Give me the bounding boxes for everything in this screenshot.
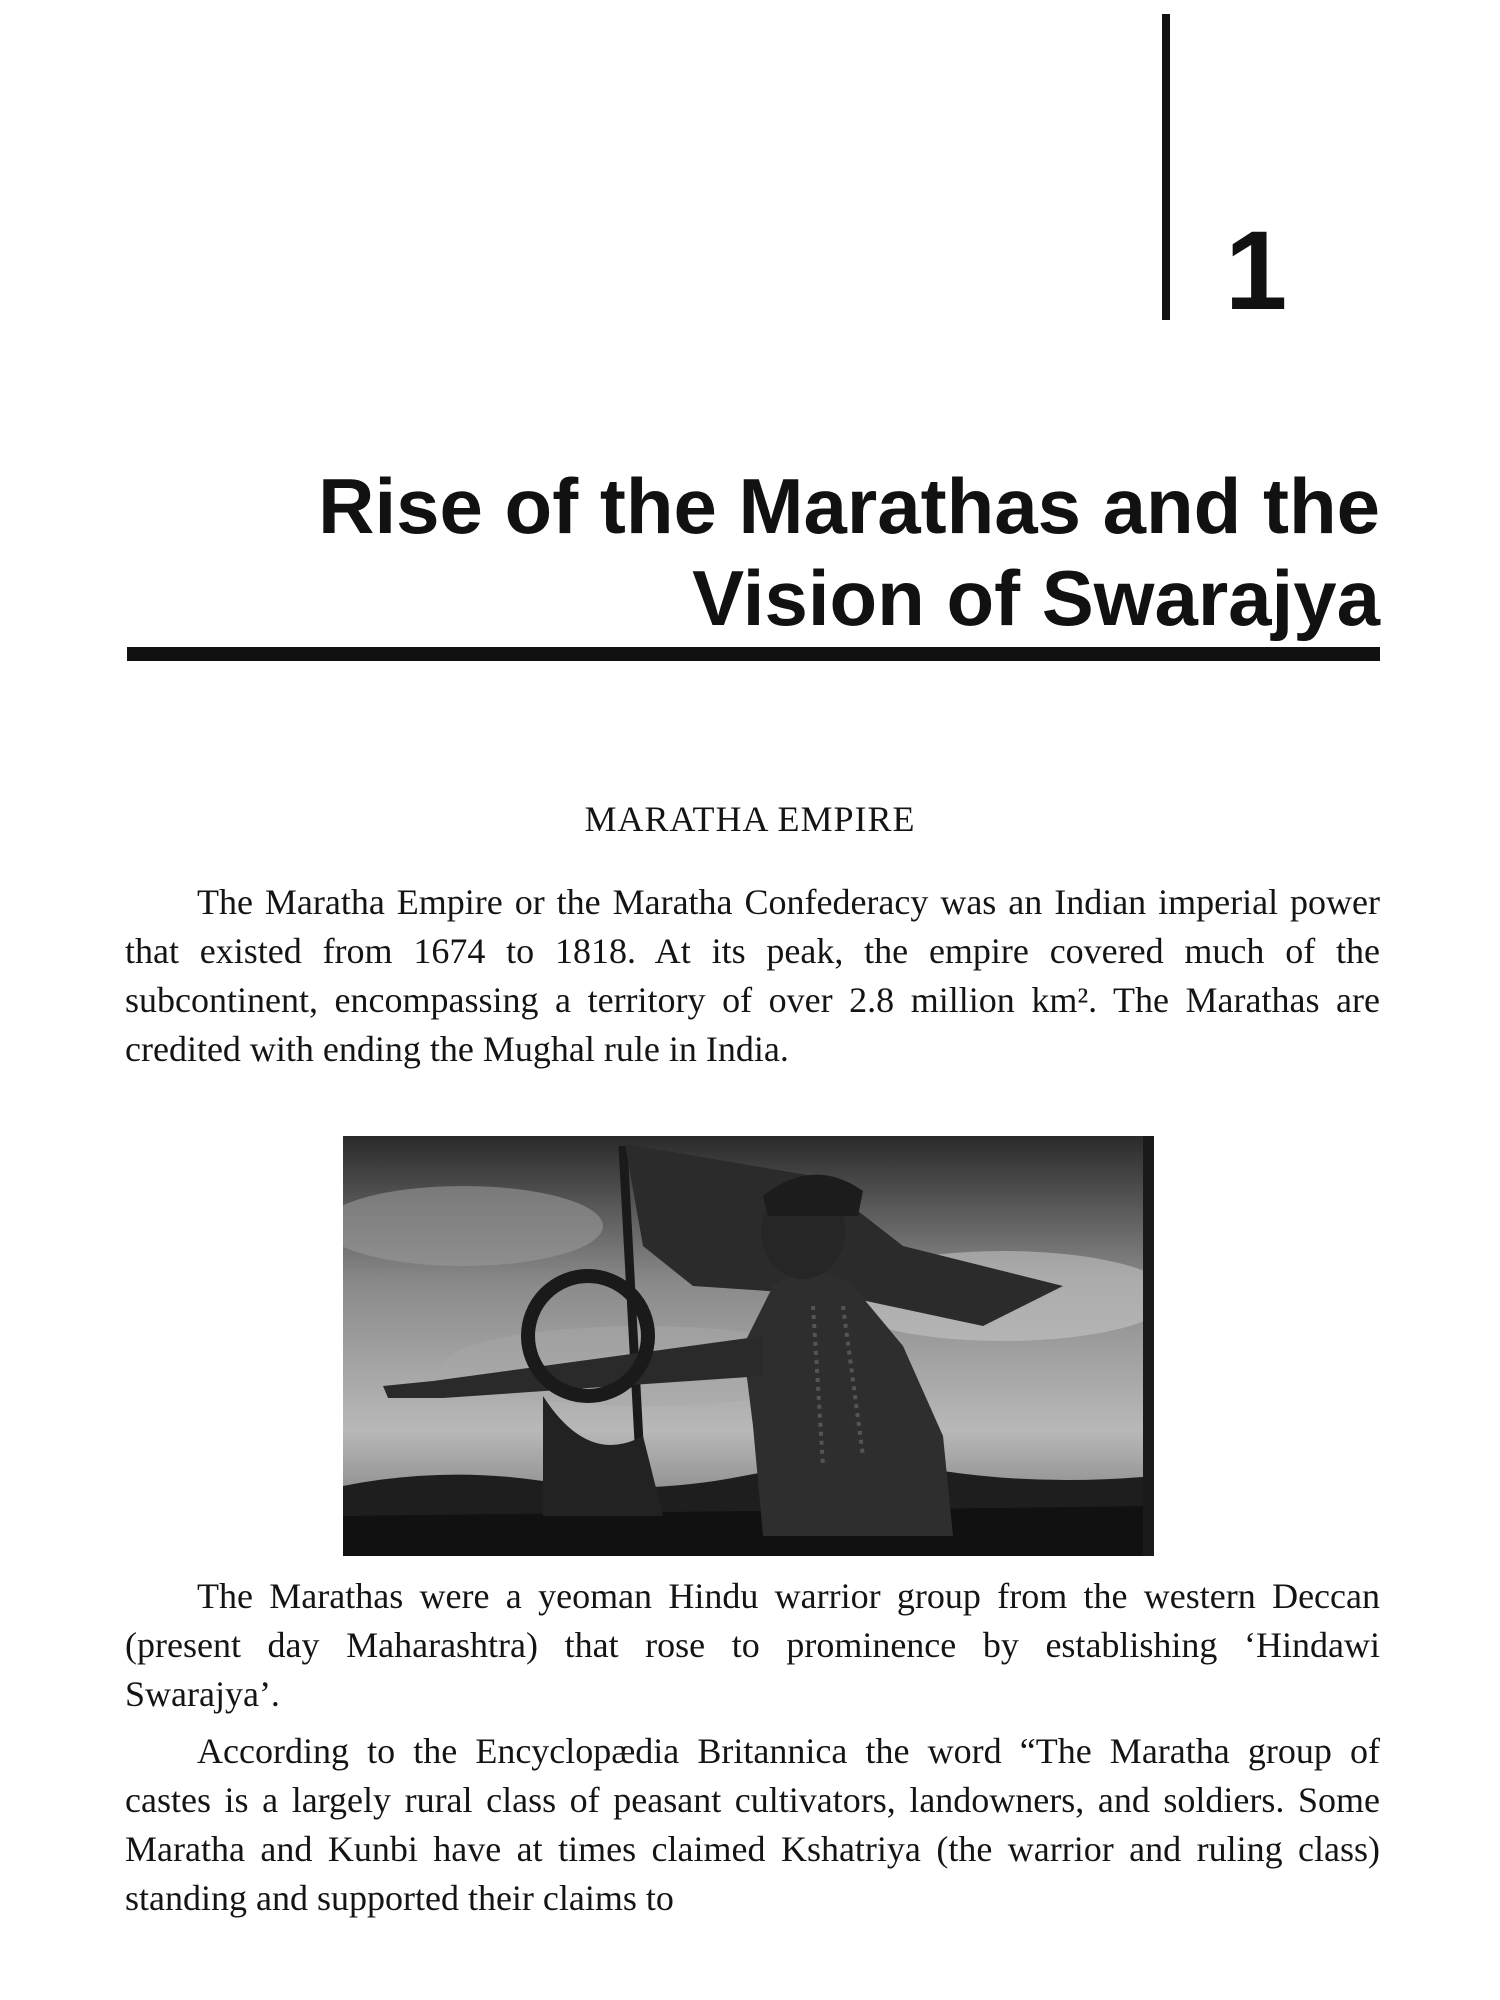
paragraph-marathas: The Marathas were a yeoman Hindu warrior group from the western Deccan (present day Maharashtra) that rose to prominence by establishing ‘Hindawi Swarajya’. [125,1576,1380,1714]
paragraph-britannica: According to the Encyclopædia Britannica the word “The Maratha group of castes is a largely rural class of peasant cultivators, landowners, and soldiers. Some Maratha and Kunbi have at times claimed Kshatriya (the warrior and ruling class) standing and supported their claims to [125,1731,1380,1918]
chapter-title [120,460,1380,644]
chapter-title-line-1: Rise of the Marathas and the [318,462,1380,550]
warrior-illustration-graphic [343,1136,1154,1556]
paragraph-intro: The Maratha Empire or the Maratha Confederacy was an Indian imperial power that existed from 1674 to 1818. At its peak, the empire covered much of the subcontinent, encompassing a territory of over 2.8 million km². The Marathas are credited with ending the Mughal rule in India. [125,882,1380,1069]
chapter-number-rule [1162,14,1170,320]
section-heading: MARATHA EMPIRE [584,799,916,839]
warrior-illustration [343,1136,1154,1556]
chapter-title-line-2: Vision of Swarajya [692,554,1380,642]
title-underline-rule [127,647,1380,661]
chapter-number: 1 [1225,208,1288,333]
